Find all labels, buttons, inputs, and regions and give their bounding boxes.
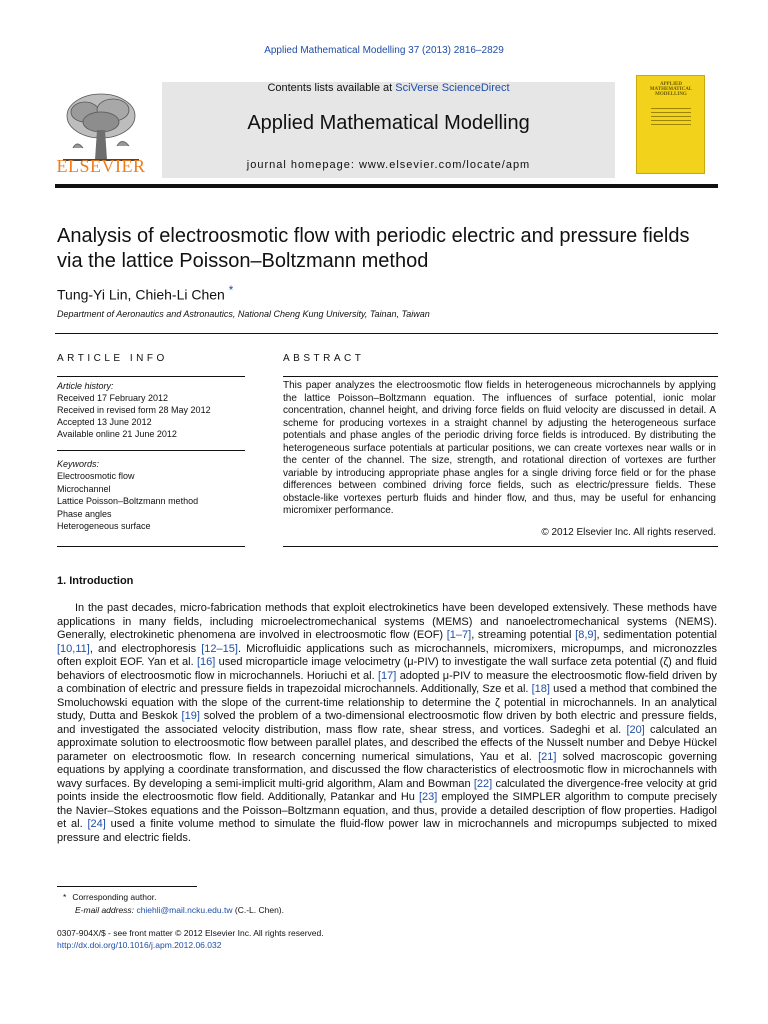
corresponding-label: Corresponding author.: [72, 892, 157, 902]
article-info-heading: ARTICLE INFO: [57, 353, 168, 364]
paragraph-text: used a method that combined the Smoluchowski equation with the slope of the current-time relationship to determine the ζ potential in microchannels. In an analytical study, Dutta and Beskok: [57, 683, 717, 722]
section-heading-introduction: 1. Introduction: [57, 575, 134, 587]
abstract-text: This paper analyzes the electroosmotic flow fields in heterogeneous microchannels by applying the lattice Poisson–Boltzmann equation. The influences of surface potential, ionic molar concentration, channel height, and driving force fields on fluid velocity are discussed in detail. A scheme for producing vortexes in a straight channel by adjusting the heterogeneous surface potentials and phase angles of the periodic driving force fields is introduced. By distributing the heterogeneous surface potentials at particular positions, we can create vortexes near walls or in the center of the channel. The size, strength, and rotational direction of vortexes are further variable by introducing appropriate phase angles for a single driving force field or for the phase differences between combined driving force fields, such as electric/pressure fields. These obstacle-like vortexes perturb fluids and hinder flow, and thus, may be useful for enhancing micromixer performance.: [283, 380, 716, 516]
journal-cover-thumbnail: [636, 75, 705, 174]
footnotes: [57, 891, 284, 917]
history-received: Received 17 February 2012: [57, 393, 169, 403]
paragraph-text: In the past decades, micro-fabrication methods that exploit electrokinetics have been developed extensively. These methods have applications in many fields, including microelectromechanical systems (MEMS) and nanoelectromechanical systems (NEMS). Generally, electrokinetic phenomena are involved in electroosmotic flow (EOF): [57, 602, 717, 641]
paragraph-text: calculated an approximate solution to electroosmotic flow between parallel plates, and described the effects of the Nusselt number and Debye Hückel parameter on electroosmotic flow. In research concerning numerical simulations, Yau et al.: [57, 723, 717, 763]
contents-prefix: Contents lists available at: [267, 82, 396, 94]
paragraph-text: used microparticle image velocimetry (μ-PIV) to investigate the wall surface zeta potential (ζ) and fluid behaviors of electroosmotic flow in microchannels. Horiuchi et al.: [57, 656, 717, 682]
email-footnote: [57, 904, 284, 917]
cover-title-art: APPLIED MATHEMATICAL MODELLING: [649, 82, 693, 97]
history-revised: Received in revised form 28 May 2012: [57, 405, 211, 415]
affiliation: Department of Aeronautics and Astronautics, National Cheng Kung University, Tainan, Taiwan: [57, 309, 430, 319]
paragraph-text: calculated the divergence-free velocity at grid points inside the electroosmotic flow field. Additionally, Patankar and Hu: [57, 777, 717, 803]
footnote-rule: [57, 886, 197, 887]
keywords-heading: Keywords:: [57, 459, 100, 469]
paragraph-text: employed the SIMPLER algorithm to compute precisely the Navier–Stokes equations and the Poisson–Boltzmann equation, and thus, provide a detailed description of flow properties. Hadigol et al.: [57, 791, 717, 830]
paragraph-text: , and electrophoresis: [89, 642, 202, 655]
keyword-item: Electroosmotic flow: [57, 471, 135, 482]
paragraph-text: adopted μ-PIV to measure the electroosmotic flow-field driven by a combination of electric and pressure fields in trapezoidal microchannels. Additionally, Sze et al.: [57, 669, 717, 695]
front-matter: [57, 927, 324, 951]
paragraph-text: . Microfluidic applications such as microchannels, micromixers, micropumps, and micronozzles often exploit EOF. Yan et al.: [57, 642, 718, 668]
abstract-rule: [283, 376, 718, 377]
header-rule: [55, 184, 718, 188]
corresponding-footnote: [57, 891, 284, 904]
abstract-bottom-rule: [283, 546, 718, 547]
history-heading: Article history:: [57, 381, 114, 391]
abstract-heading: ABSTRACT: [283, 353, 365, 364]
journal-header: [162, 82, 615, 178]
journal-title: Applied Mathematical Modelling: [247, 112, 530, 134]
reference-link[interactable]: [19]: [181, 710, 200, 722]
reference-link[interactable]: [23]: [418, 791, 438, 803]
keyword-item: Heterogeneous surface: [57, 521, 151, 532]
keywords: [57, 458, 198, 532]
contents-line: [162, 82, 615, 94]
reference-link[interactable]: [21]: [538, 750, 557, 763]
email-link[interactable]: chiehli@mail.ncku.edu.tw: [136, 905, 233, 915]
reference-link[interactable]: [17]: [378, 669, 397, 682]
reference-link[interactable]: [8,9]: [575, 629, 597, 641]
keywords-rule: [57, 450, 245, 451]
reference-link[interactable]: [24]: [87, 818, 106, 830]
reference-link[interactable]: [20]: [626, 723, 645, 736]
reference-link[interactable]: [16]: [196, 656, 216, 668]
footnote-mark: *: [63, 892, 67, 902]
article-history: [57, 380, 211, 440]
journal-homepage[interactable]: journal homepage: www.elsevier.com/locate/apm: [246, 159, 531, 171]
front-matter-line: 0307-904X/$ - see front matter © 2012 Elsevier Inc. All rights reserved.: [57, 928, 324, 938]
history-accepted: Accepted 13 June 2012: [57, 417, 152, 427]
journal-citation[interactable]: Applied Mathematical Modelling 37 (2013) 2816–2829: [264, 45, 504, 56]
title-rule: [55, 333, 718, 334]
keyword-item: Phase angles: [57, 508, 112, 519]
reference-link[interactable]: [18]: [531, 683, 550, 695]
history-online: Available online 21 June 2012: [57, 429, 177, 439]
paragraph-text: solved the problem of a two-dimensional electroosmotic flow driven by both electric and pressure fields, and investigated the associated velocity distribution, mass flow rate, shear stress, and vortices. Sadeghi et al.: [57, 710, 717, 736]
info-bottom-rule: [57, 546, 245, 547]
corresponding-author-mark[interactable]: *: [228, 284, 234, 297]
keyword-item: Lattice Poisson–Boltzmann method: [57, 496, 199, 507]
authors: [57, 284, 233, 303]
paragraph-text: , streaming potential: [471, 629, 576, 641]
doi-link[interactable]: http://dx.doi.org/10.1016/j.apm.2012.06.032: [57, 940, 222, 950]
email-suffix: (C.-L. Chen).: [234, 905, 284, 915]
paragraph-text: used a finite volume method to simulate the fluid-flow power law in microchannels and micropumps subjected to mixed pressure and electric fields.: [57, 818, 717, 844]
reference-link[interactable]: [1–7]: [446, 629, 472, 641]
paragraph-text: , sedimentation potential: [596, 629, 717, 641]
sciencedirect-link[interactable]: SciVerse ScienceDirect: [395, 82, 510, 94]
reference-link[interactable]: [12–15]: [201, 642, 238, 655]
reference-link[interactable]: [10,11]: [57, 642, 90, 655]
introduction-paragraph: [57, 602, 717, 845]
keyword-item: Microchannel: [57, 483, 111, 494]
elsevier-wordmark: ELSEVIER: [56, 156, 146, 176]
reference-link[interactable]: [22]: [473, 777, 493, 790]
email-label: E-mail address:: [75, 905, 135, 915]
article-title: Analysis of electroosmotic flow with periodic electric and pressure fields via the lattice Poisson–Boltzmann method: [57, 225, 690, 272]
article-info-rule: [57, 376, 245, 377]
abstract-copyright: © 2012 Elsevier Inc. All rights reserved.: [541, 527, 716, 538]
author-names: Tung-Yi Lin, Chieh-Li Chen: [57, 286, 225, 303]
paragraph-text: solved macroscopic governing equations by applying a coordinate transformation, and discussed the flow characteristics of electroosmotic flow in microchannels with wavy surfaces. By developing a semi-implicit multi-grid algorithm, Alam and Bowman: [57, 750, 717, 790]
